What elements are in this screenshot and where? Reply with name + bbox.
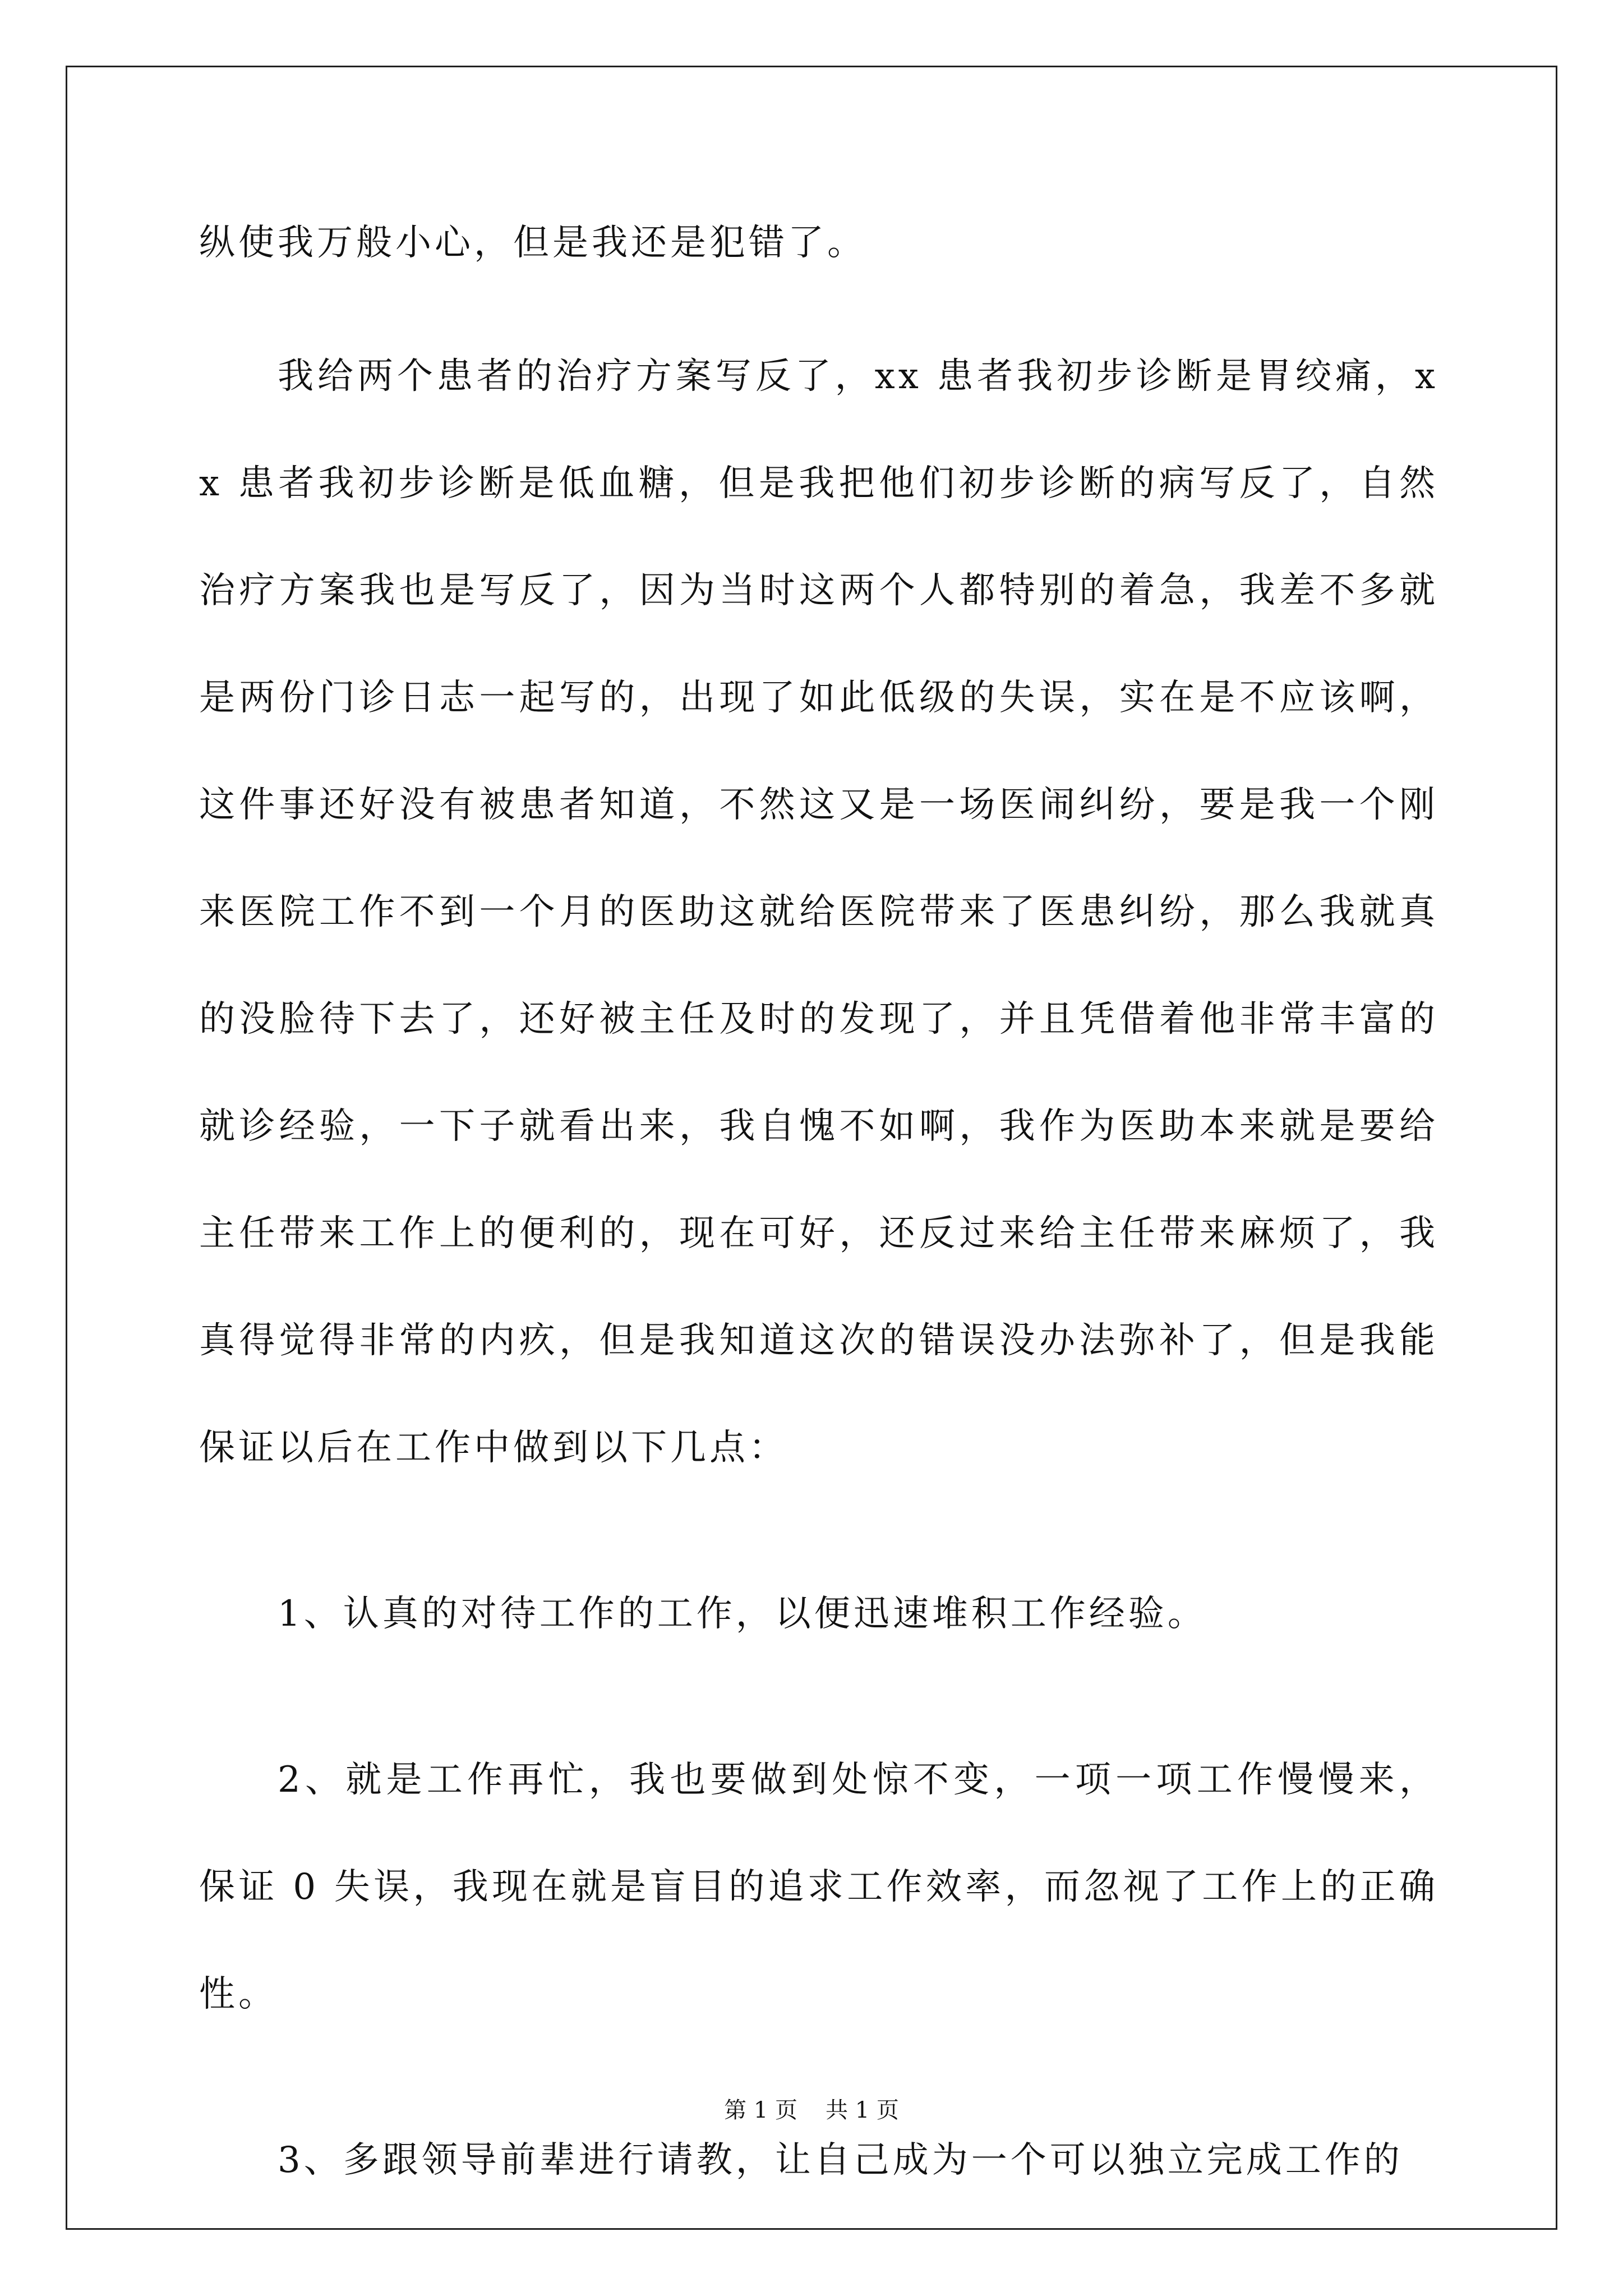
paragraph-4: 2、就是工作再忙，我也要做到处惊不变，一项一项工作慢慢来，保证 0 失误，我现在就是盲目的追求工作效率，而忽视了工作上的正确性。 — [199, 1759, 1438, 2015]
paragraph-2: 我给两个患者的治疗方案写反了，xx 患者我初步诊断是胃绞痛，xx 患者我初步诊断是低血糖，但是我把他们初步诊断的病写反了，自然治疗方案我也是写反了，因为当时这两个人都特别的着急，我差不多就是两份门诊日志一起写的，出现了如此低级的失误，实在是不应该啊，这件事还好没有被患者知道，不然这又是一场医闹纠纷，要是我一个刚来医院工作不到一个月的医助这就给医院带来了医患纠纷，那么我就真的没脸待下去了，还好被主任及时的发现了，并且凭借着他非常丰富的就诊经验，一下子就看出来，我自愧不如啊，我作为医助本来就是要给主任带来工作上的便利的，现在可好，还反过来给主任带来麻烦了，我真得觉得非常的内疚，但是我知道这次的错误没办法弥补了，但是我能保证以后在工作中做到以下几点： — [199, 356, 1438, 1469]
paragraph-1: 纵使我万般小心，但是我还是犯错了。 — [199, 222, 866, 264]
page-total: 共 1 页 — [826, 2097, 899, 2123]
page-footer — [0, 2092, 1623, 2124]
document-body — [199, 216, 1438, 2273]
paragraph-5: 3、多跟领导前辈进行请教，让自己成为一个可以独立完成工作的 — [278, 2139, 1403, 2181]
paragraph-3: 1、认真的对待工作的工作，以便迅速堆积工作经验。 — [278, 1593, 1207, 1635]
page-number: 第 1 页 — [724, 2097, 797, 2123]
